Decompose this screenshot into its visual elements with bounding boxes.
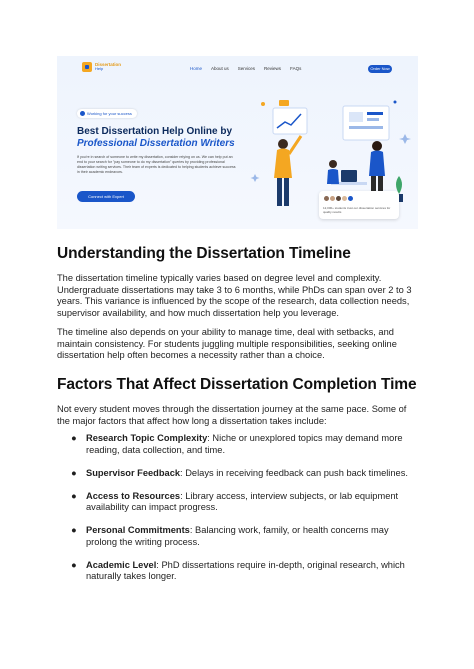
laptop xyxy=(341,170,357,182)
avatar xyxy=(347,195,354,202)
hero-title-line2: Professional Dissertation Writers xyxy=(77,138,235,149)
list-item-term: Access to Resources xyxy=(86,490,181,501)
screen-board xyxy=(343,106,389,140)
list-item xyxy=(71,468,421,480)
logo-line2: Help xyxy=(95,66,104,71)
star-icon xyxy=(251,174,260,182)
bullet-icon: ● xyxy=(71,467,77,478)
screen-line xyxy=(349,126,383,129)
list-item-term: Academic Level xyxy=(86,559,157,570)
list-item-text: : Library access, interview subjects, or lab equipment availability can impact progress. xyxy=(86,490,399,512)
sparkle-icon xyxy=(261,102,265,106)
person-head xyxy=(329,160,337,168)
section-heading-factors: Factors That Affect Dissertation Completion Time xyxy=(57,376,417,393)
nav-home[interactable]: Home xyxy=(190,66,203,71)
nav-reviews[interactable]: Reviews xyxy=(264,66,282,71)
hero-title-line1: Best Dissertation Help Online by xyxy=(77,126,233,137)
chart-board xyxy=(273,108,307,134)
screen-line xyxy=(367,112,383,115)
paragraph: The dissertation timeline typically varies based on degree level and complexity. Undergraduate dissertations may take 3 to 6 months, while PhDs can span over 2 to 3 years. This variance is influenced by the scope of the research, data collection needs, supervisor availability, and how much dissertation help you leverage. xyxy=(57,273,412,318)
list-item-term: Personal Commitments xyxy=(86,525,190,535)
bullet-icon: ● xyxy=(71,490,77,501)
bullet-icon: ● xyxy=(71,433,77,443)
list-item-text: : Delays in receiving feedback can push back timelines. xyxy=(180,467,408,478)
person-head xyxy=(372,141,382,151)
site-navbar xyxy=(57,56,418,82)
social-proof-text: 12,000+ students trust our dissertation services for quality results xyxy=(323,206,391,214)
list-item-text: : PhD dissertations require in-depth, original research, which naturally takes longer. xyxy=(86,559,405,581)
website-screenshot xyxy=(57,56,418,229)
sticky-note xyxy=(279,100,289,106)
order-now-button[interactable]: Order Now xyxy=(368,65,392,73)
badge-label: Working for your success xyxy=(87,111,132,116)
list-item xyxy=(71,525,421,548)
paragraph: The timeline also depends on your ability to manage time, deal with setbacks, and maintain consistency. For students juggling multiple responsibilities, seeking online dissertation help often becomes a necessity rather than a choice. xyxy=(57,327,397,360)
site-logo[interactable] xyxy=(82,62,121,72)
person-body xyxy=(327,169,339,184)
list-item-term: Supervisor Feedback xyxy=(86,467,181,478)
list-item xyxy=(71,560,421,583)
connect-expert-button[interactable]: Connect with Expert xyxy=(77,191,135,202)
person-body xyxy=(369,151,385,177)
nav-faqs[interactable]: FAQs xyxy=(290,66,302,71)
bullet-icon: ● xyxy=(71,559,77,570)
list-item xyxy=(71,491,421,514)
person-leg xyxy=(284,178,289,206)
hero-intro: If you're in search of someone to write my dissertation, consider relying on us. We can help put an end to your search for "pay someone to do my dissertation" queries by providing professional dissertation writing services. Their team of experts is dedicated to helping students achieve success in their academic endeavors. xyxy=(77,155,236,174)
list-item-term: Research Topic Complexity xyxy=(86,433,208,443)
nav-about[interactable]: About us xyxy=(211,66,229,71)
paragraph: Not every student moves through the dissertation journey at the same pace. Some of the major factors that affect how long a dissertation takes include: xyxy=(57,404,407,426)
badge-icon xyxy=(80,111,85,116)
section-heading-timeline: Understanding the Dissertation Timeline xyxy=(57,245,351,262)
sparkle-icon xyxy=(394,101,397,104)
nav-menu xyxy=(190,66,301,71)
logo-icon xyxy=(82,62,92,72)
list-item-text: : Balancing work, family, or health concerns may prolong the writing process. xyxy=(86,525,389,547)
social-proof-card xyxy=(319,191,399,219)
screen-block xyxy=(349,112,363,122)
bullet-icon: ● xyxy=(71,525,77,535)
screen-line xyxy=(367,118,379,121)
star-icon xyxy=(399,134,411,144)
logo-line1: Dissertation xyxy=(95,61,122,67)
person-head xyxy=(278,139,288,149)
avatar-group xyxy=(323,195,353,202)
list-item xyxy=(71,433,421,456)
person-leg xyxy=(277,178,282,206)
nav-services[interactable]: Services xyxy=(237,66,256,71)
person-arm xyxy=(289,136,301,154)
list-item-text: : Niche or unexplored topics may demand more reading, data collection, and time. xyxy=(86,433,403,455)
factors-list xyxy=(71,433,421,594)
success-badge xyxy=(77,109,137,118)
logo-text xyxy=(95,63,121,72)
